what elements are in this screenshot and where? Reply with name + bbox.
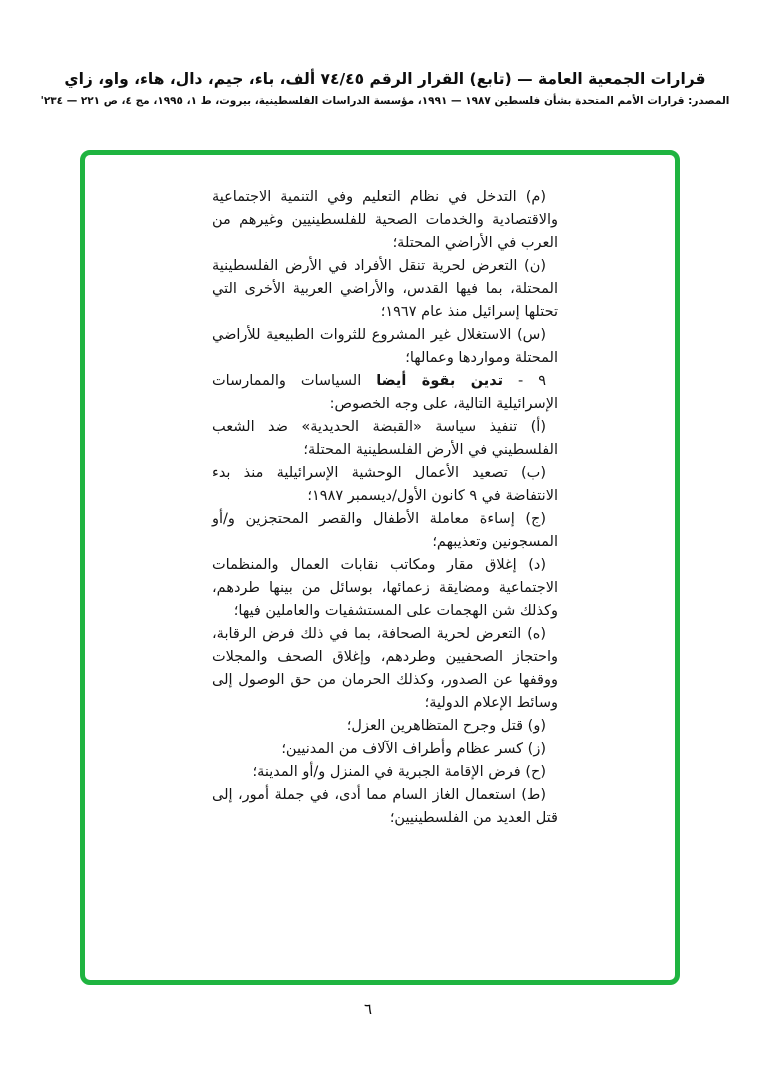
clause-9-number: ٩ - xyxy=(503,373,547,389)
clause-9-bold-text: تدين بقوة أيضا xyxy=(376,373,504,389)
clause-b: (ب) تصعيد الأعمال الوحشية الإسرائيلية منذ بدء الانتفاضة في ٩ كانون الأول/ديسمبر ١٩٨٧؛ xyxy=(212,465,558,504)
clause-9 xyxy=(212,370,558,416)
clause-n: (ن) التعرض لحرية تنقل الأفراد في الأرض الفلسطينية المحتلة، بما فيها القدس، والأراضي العربية الأخرى التي تحتلها إسرائيل منذ عام ١٩٦٧؛ xyxy=(212,258,558,320)
clause-z: (ز) كسر عظام وأطراف الآلاف من المدنيين؛ xyxy=(281,741,546,757)
source-citation: المصدر: قرارات الأمم المتحدة بشأن فلسطين ١٩٨٧ — ١٩٩١، مؤسسة الدراسات الفلسطينية، بيروت، ط ١، ١٩٩٥، مج ٤، ص ٢٢١ — ٢٣٤' xyxy=(40,95,730,107)
clause-9-rest: السياسات والممارسات الإسرائيلية التالية، على وجه الخصوص: xyxy=(212,373,558,412)
clause-hh: (ح) فرض الإقامة الجبرية في المنزل و/أو المدينة؛ xyxy=(252,764,546,780)
clause-a: (أ) تنفيذ سياسة «القبضة الحديدية» ضد الشعب الفلسطيني في الأرض الفلسطينية المحتلة؛ xyxy=(212,419,558,458)
clause-d: (د) إغلاق مقار ومكاتب نقابات العمال والمنظمات الاجتماعية ومضايقة زعمائها، بوسائل من بينها طردهم، وكذلك شن الهجمات على المستشفيات والعاملين فيها؛ xyxy=(212,557,558,619)
clause-m: (م) التدخل في نظام التعليم وفي التنمية الاجتماعية والاقتصادية والخدمات الصحية للفلسطينيين وغيرهم من العرب في الأراضي المحتلة؛ xyxy=(212,189,558,251)
page-number: ٦ xyxy=(363,1000,373,1018)
clause-j: (ج) إساءة معاملة الأطفال والقصر المحتجزين و/أو المسجونين وتعذيبهم؛ xyxy=(212,511,558,550)
clause-t: (ط) استعمال الغاز السام مما أدى، في جملة أمور، إلى قتل العديد من الفلسطينيين؛ xyxy=(212,787,558,826)
clause-s: (س) الاستغلال غير المشروع للثروات الطبيعية للأراضي المحتلة ومواردها وعمالها؛ xyxy=(212,327,558,366)
resolution-body xyxy=(212,186,558,830)
clause-w: (و) قتل وجرح المتظاهرين العزل؛ xyxy=(346,718,546,734)
clause-h: (ه) التعرض لحرية الصحافة، بما في ذلك فرض الرقابة، واحتجاز الصحفيين وطردهم، وإغلاق الصحف والمجلات ووقفها عن الصدور، وكذلك الحرمان من حق الوصول إلى وسائط الإعلام الدولية؛ xyxy=(212,626,558,711)
page-header xyxy=(0,70,770,107)
header-title: قرارات الجمعية العامة — (تابع) القرار الرقم ٧٤/٤٥ ألف، باء، جيم، دال، هاء، واو، زاي xyxy=(64,70,706,88)
